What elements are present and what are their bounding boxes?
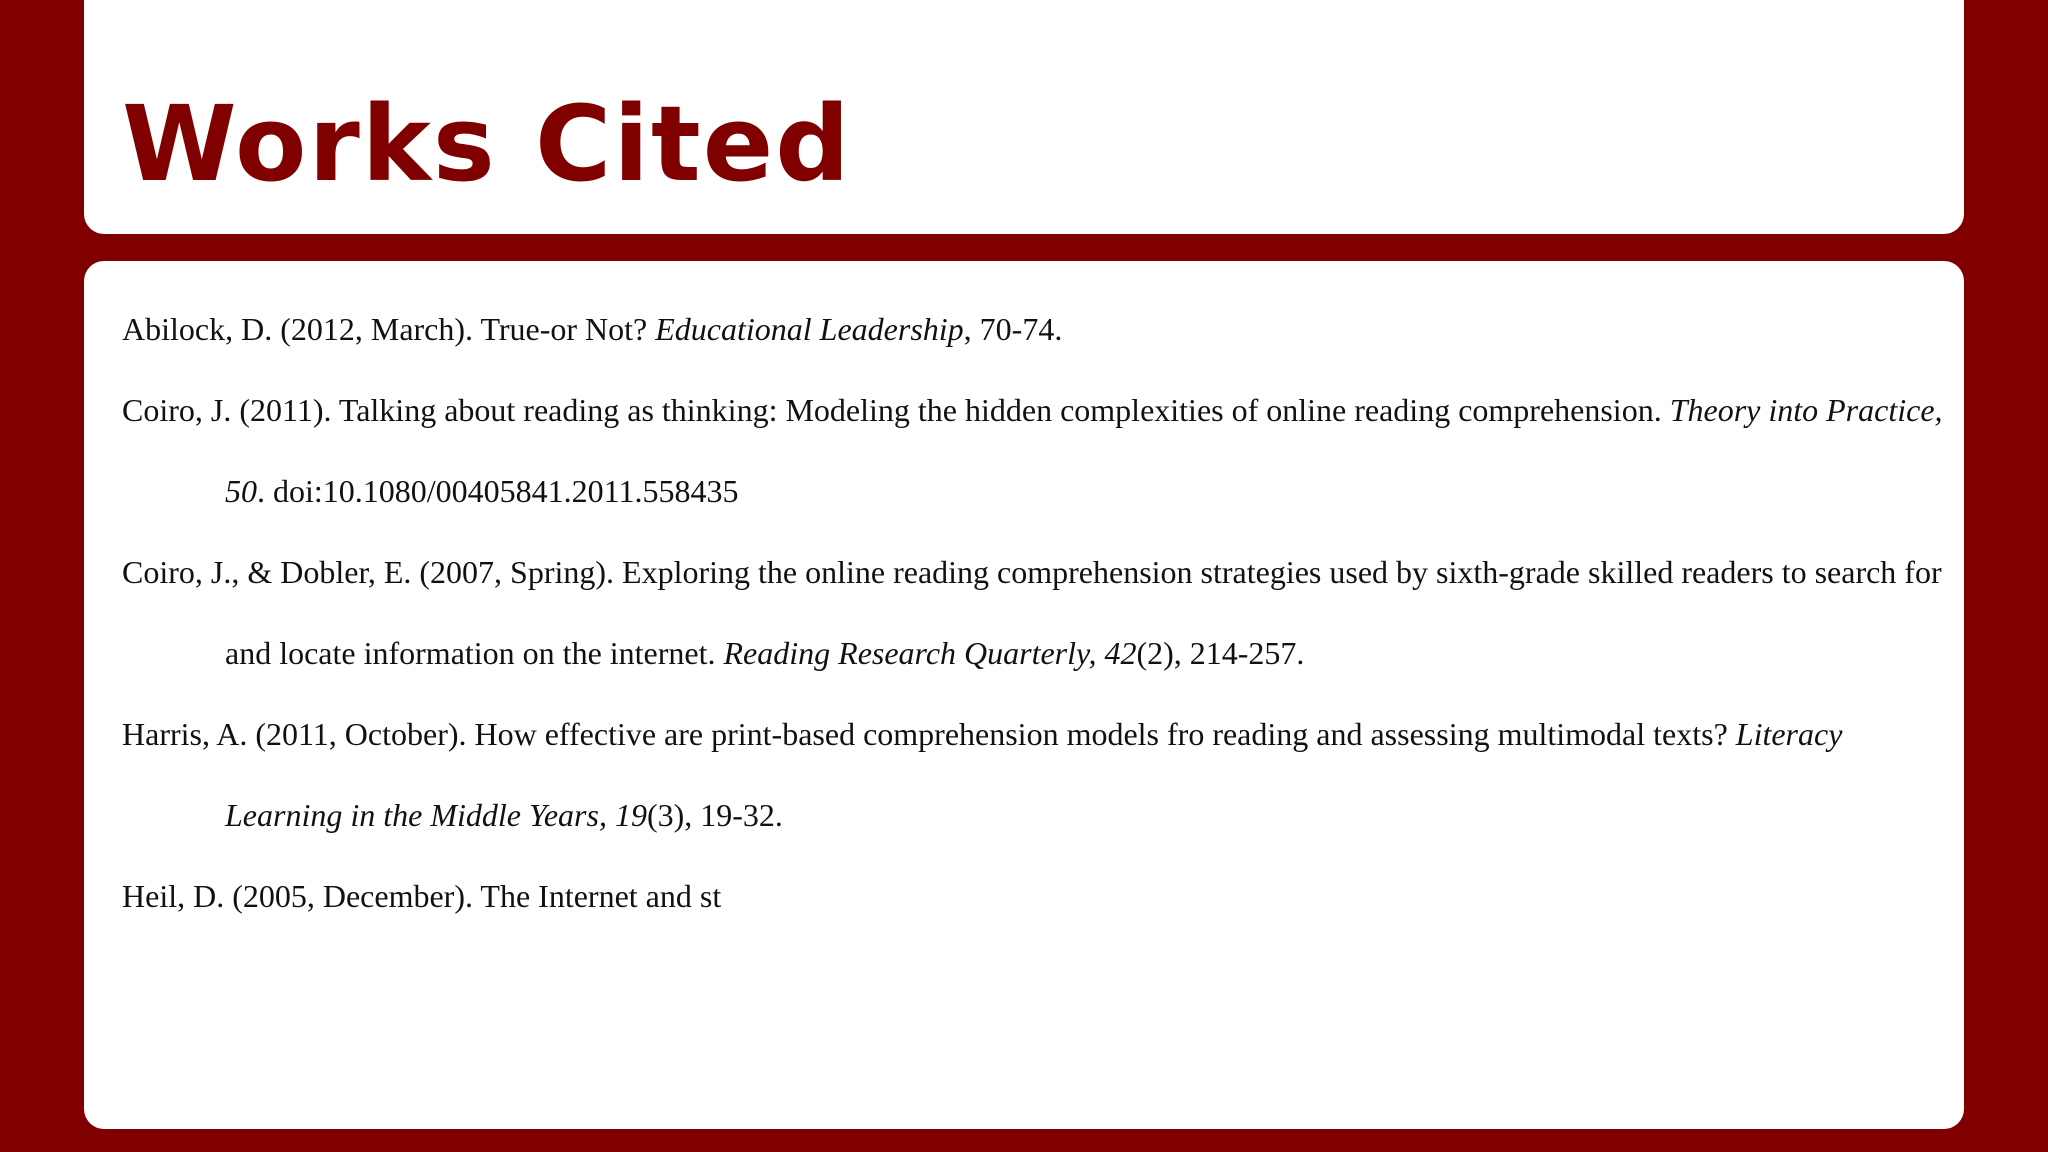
page-title: Works Cited (122, 83, 852, 205)
citation-source: Literacy Learning in the Middle Years, 19 (225, 716, 1843, 833)
title-panel (84, 0, 1964, 234)
citation-pages: , 70-74. (963, 311, 1063, 347)
citation-source: Theory into Practice, 50 (225, 392, 1943, 509)
citation-entry-heil (122, 856, 1944, 937)
works-cited-list (84, 261, 1964, 1129)
citation-text: Heil, D. (2005, December). The Internet and st (122, 878, 722, 914)
citation-text: Coiro, J. (2011). Talking about reading as thinking: Modeling the hidden complexities of online reading comprehension. (122, 392, 1670, 428)
citation-pages: . doi:10.1080/00405841.2011.558435 (257, 473, 739, 509)
citation-pages: (3), 19-32. (646, 797, 783, 833)
citation-entry-coiro-dobler (122, 532, 1944, 694)
citation-text: Abilock, D. (2012, March). True-or Not? (122, 311, 656, 347)
citation-entry-coiro-2011 (122, 370, 1944, 532)
citation-entry-abilock (122, 289, 1944, 370)
citation-entry-harris (122, 694, 1944, 856)
citation-source: Educational Leadership (655, 311, 964, 347)
citation-text: Harris, A. (2011, October). How effective are print-based comprehension models fro reading and assessing multimodal texts? (122, 716, 1736, 752)
citation-text: Coiro, J., & Dobler, E. (2007, Spring). Exploring the online reading comprehension strategies used by sixth-grade skilled readers to search for and locate information on the internet. (122, 554, 1942, 671)
citation-pages: (2), 214-257. (1136, 635, 1305, 671)
citation-source: Reading Research Quarterly, 42 (723, 635, 1137, 671)
